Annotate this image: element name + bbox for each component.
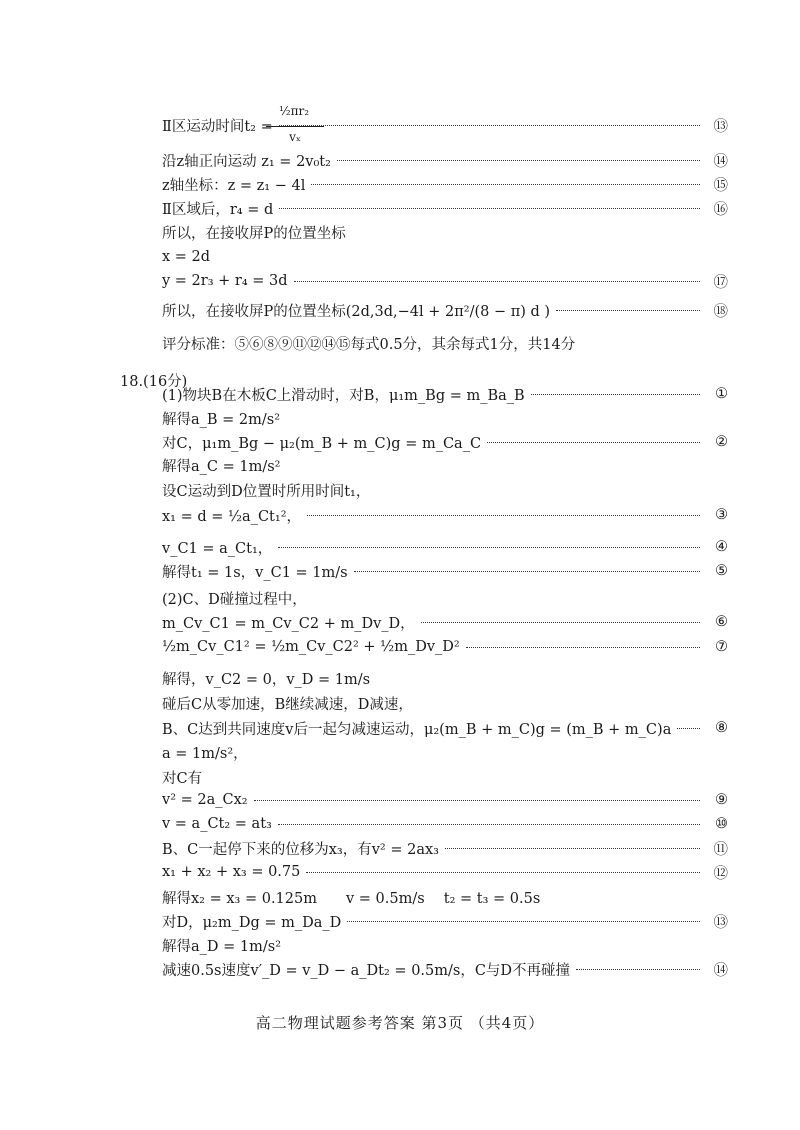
dot-leader: [337, 160, 700, 161]
equation-number: ⑧: [715, 720, 728, 736]
answer-text: 解得a_B = 2m/s²: [162, 411, 281, 428]
equation-number: ⑬: [713, 914, 728, 931]
dot-leader: [294, 281, 700, 282]
answer-text: 所以，在接收屏P的位置坐标: [162, 225, 346, 242]
equation-number: ⑭: [713, 962, 728, 979]
answer-line: [162, 406, 728, 430]
answer-line: [162, 220, 728, 244]
dot-leader: [347, 921, 700, 922]
answer-text: Ⅱ区运动时间t₂ =: [162, 118, 273, 135]
equation-number: ⑯: [713, 201, 728, 218]
answer-line: [162, 740, 728, 764]
dot-leader: [677, 728, 700, 729]
answer-text: 解得a_D = 1m/s²: [162, 938, 282, 955]
answer-line: [162, 691, 728, 715]
answer-text: v = a_Ct₂ = at₃: [162, 816, 272, 832]
answer-line: [162, 666, 728, 690]
equation-number: ⑱: [713, 303, 728, 320]
answer-text: 解得a_C = 1m/s²: [162, 458, 281, 475]
dot-leader: [487, 442, 700, 443]
answer-text: v² = 2a_Cx₂: [162, 792, 248, 808]
dot-leader: [279, 208, 700, 209]
answer-text: x₁ + x₂ + x₃ = 0.75: [162, 864, 301, 880]
answer-line: [162, 382, 728, 406]
equation-number: ⑥: [715, 614, 728, 630]
answer-line: [162, 788, 728, 812]
equation-number: ④: [715, 539, 728, 555]
dot-leader: [311, 184, 700, 185]
answer-line: [162, 503, 728, 527]
answer-text: 减速0.5s速度v′_D = v_D − a_Dt₂ = 0.5m/s，C与D不再碰撞: [162, 962, 571, 979]
answer-line: [162, 453, 728, 477]
dot-leader: [354, 571, 700, 572]
answer-text: 解得t₁ = 1s，v_C1 = 1m/s: [162, 564, 348, 581]
answer-text: 评分标准：⑤⑥⑧⑨⑪⑫⑭⑮每式0.5分，其余每式1分，共14分: [162, 336, 576, 353]
equation-number: ⑦: [715, 639, 728, 655]
answer-line: [162, 909, 728, 933]
dot-leader: [307, 515, 700, 516]
answer-text: x₁ = d = ½a_Ct₁²，: [162, 508, 302, 525]
answer-text: 沿z轴正向运动 z₁ = 2v₀t₂: [162, 153, 331, 170]
answer-line: [162, 716, 728, 740]
dot-leader: [421, 622, 700, 623]
answer-line: [162, 478, 728, 502]
answer-line: [162, 586, 728, 610]
answer-line: [162, 812, 728, 836]
equation-number: ③: [715, 507, 728, 523]
dot-leader: [466, 647, 700, 648]
answer-line: [162, 836, 728, 860]
equation-number: ⑪: [713, 841, 728, 858]
answer-line: [162, 172, 728, 196]
answer-text: 对D，μ₂m_Dg = m_Da_D: [162, 914, 342, 931]
question-number: 18.(16分): [120, 374, 188, 390]
dot-leader: [445, 848, 700, 849]
equation-number: ⑰: [713, 274, 728, 291]
answer-text: ½m_Cv_C1² = ½m_Cv_C2² + ½m_Dv_D²: [162, 639, 460, 655]
equation-number: ⑫: [713, 865, 728, 882]
t2-denominator: vₓ: [289, 130, 301, 144]
answer-text: 解得x₂ = x₃ = 0.125m v = 0.5m/s t₂ = t₃ = 0.5s: [162, 890, 541, 907]
answer-line: [162, 331, 728, 355]
answer-text: 设C运动到D位置时所用时间t₁，: [162, 483, 371, 500]
equation-number: ⑩: [715, 816, 728, 832]
dot-leader: [278, 547, 700, 548]
equation-number: ②: [715, 434, 728, 450]
answer-text: x = 2d: [162, 249, 211, 265]
dot-leader: [306, 872, 700, 873]
equation-number: ⑭: [713, 153, 728, 170]
t2-numerator: ½πr₂: [278, 104, 310, 118]
answer-line: [162, 635, 728, 659]
equation-number: ⑤: [715, 563, 728, 579]
answer-line: [162, 245, 728, 269]
answer-text: (1)物块B在木板C上滑动时，对B，μ₁m_Bg = m_Ba_B: [162, 387, 525, 404]
equation-number: ①: [715, 386, 728, 402]
answer-text: a = 1m/s²，: [162, 745, 248, 762]
answer-text: 解得，v_C2 = 0，v_D = 1m/s: [162, 671, 371, 688]
answer-text: y = 2r₃ + r₄ = 3d: [162, 273, 288, 289]
page-footer: 高二物理试题参考答案 第3页 （共4页）: [255, 1014, 545, 1032]
dot-leader: [254, 800, 700, 801]
equation-number: ⑮: [713, 177, 728, 194]
answer-text: m_Cv_C1 = m_Cv_C2 + m_Dv_D，: [162, 615, 415, 632]
equation-number: ⑬: [713, 118, 728, 135]
dot-leader: [576, 969, 700, 970]
answer-line: [162, 765, 728, 789]
answer-line: [162, 885, 728, 909]
answer-text: B、C一起停下来的位移为x₃，有v² = 2ax₃: [162, 841, 439, 858]
dot-leader: [278, 824, 700, 825]
answer-line: [162, 269, 728, 293]
answer-text: z轴坐标：z = z₁ − 4l: [162, 177, 306, 194]
answer-line: [162, 559, 728, 583]
dot-leader: [531, 394, 700, 395]
answer-text: (2)C、D碰撞过程中，: [162, 591, 307, 608]
answer-line: [162, 430, 728, 454]
answer-line: [162, 610, 728, 634]
answer-line: [162, 196, 728, 220]
answer-line: [162, 957, 728, 981]
answer-text: B、C达到共同速度v后一起匀减速运动，μ₂(m_B + m_C)g = (m_B + m_C)a: [162, 721, 672, 738]
answer-line: [162, 113, 728, 137]
answer-text: 对C有: [162, 770, 203, 787]
answer-line: [162, 298, 728, 322]
answer-line: [162, 535, 728, 559]
answer-text: Ⅱ区域后，r₄ = d: [162, 201, 274, 218]
answer-line: [162, 860, 728, 884]
answer-text: 对C，μ₁m_Bg − μ₂(m_B + m_C)g = m_Ca_C: [162, 435, 482, 452]
answer-line: [162, 148, 728, 172]
dot-leader: [556, 310, 700, 311]
dot-leader: [279, 125, 700, 126]
answer-text: 所以，在接收屏P的位置坐标(2d,3d,−4l + 2π²/(8 − π) d ): [162, 303, 551, 320]
equation-number: ⑨: [715, 792, 728, 808]
answer-text: v_C1 = a_Ct₁，: [162, 540, 273, 557]
answer-line: [162, 933, 728, 957]
answer-text: 碰后C从零加速，B继续减速，D减速，: [162, 696, 413, 713]
